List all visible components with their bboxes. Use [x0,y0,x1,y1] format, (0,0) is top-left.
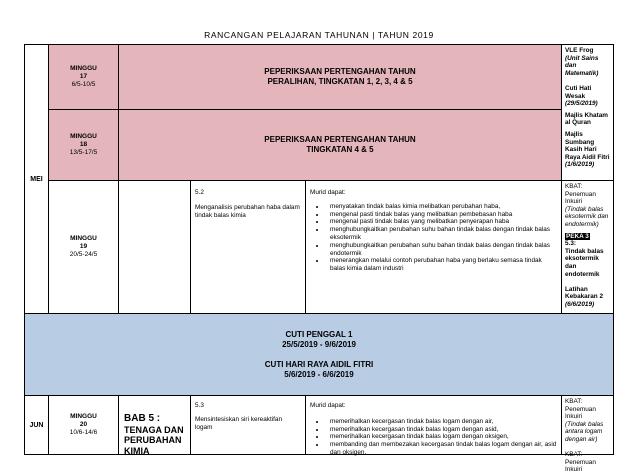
exam-title: PEPERIKSAAN PERTENGAHAN TAHUN [264,67,416,76]
objectives-heading: Murid dapat: [310,189,346,196]
week-label: MINGGU [70,413,97,420]
week-dates: 13/5-17/5 [69,149,98,156]
lesson-plan-table [24,44,614,474]
list-item: • mengenal pasti tindak balas yang melibatkan penyerapan haba [326,218,557,226]
list-item: • menyatakan tindak balas kimia melibatkan perubahan haba, [326,203,557,211]
topic-cell-19 [118,180,191,314]
notes-cell-top [561,44,614,181]
week-cell-18 [48,109,119,181]
holiday-banner [24,313,614,396]
week-label: MINGGU [70,65,97,72]
latihan-date: (6/6/2019) [565,300,595,308]
objectives-list [310,203,557,273]
week-dates: 20/5-24/5 [69,251,98,258]
notes-cell-19 [561,180,614,314]
exam-subtitle: PERALIHAN, TINGKATAN 1, 2, 3, 4 & 5 [267,77,413,86]
kbat-label: KBAT: [565,398,583,405]
list-item: • menghubungkaitkan perubahan suhu bahan tindak balas dengan tindak balas eksotermik [326,226,557,242]
week-number: 17 [79,73,88,80]
wesak-date: (29/5/2019) [565,100,598,108]
latihan-title: Latihan Kebakaran 2 [565,285,604,301]
month-label: JUN [29,421,44,429]
holiday-title-1: CUTI PENGGAL 1 [285,329,353,339]
kbat-label-2: KBAT: [565,451,583,459]
month-cell-jun [24,395,49,455]
week-cell-20 [48,395,119,455]
page-title: RANCANGAN PELAJARAN TAHUNAN | TAHUN 2019 [204,30,434,40]
objectives-list [310,418,557,457]
peka-code: 5.3: [565,240,577,248]
sumbang-date: (1/6/2019) [565,161,595,169]
standard-code: 5.3 [195,402,204,409]
topic-cell-20 [118,395,191,455]
sumbang-title: Majlis Sumbang Kasih Hari Raya Aidil Fitri [565,130,610,161]
holiday-dates-2: 5/6/2019 - 6/6/2019 [284,369,354,379]
kbat-type-2: Penemuan Inkuiri [565,458,596,474]
list-item: • menghubungkaitkan perubahan suhu bahan tindak balas dengan tindak balas endotermik [326,242,557,258]
vle-title: VLE Frog [565,47,594,54]
kbat-label: KBAT: [565,183,583,190]
peka-badge: PEKA 3 [566,232,589,240]
kbat-subtitle: (Tindak balas eksotermik dan endotermik) [565,205,609,228]
objectives-cell-19 [305,180,562,314]
standard-text: Menganalisis perubahan haba dalam tindak balas kimia [195,204,300,219]
standard-cell-20 [190,395,306,455]
list-item: • memerihalkan kecergasan tindak balas logam dengan oksigen, [326,433,557,441]
kbat-subtitle: (Tindak balas antara logam dengan air) [565,420,604,443]
exam-banner-2 [118,109,562,181]
chapter-name: TENAGA DAN PERUBAHAN KIMIA [124,424,184,456]
week-dates: 6/5-10/5 [71,81,96,88]
list-item: • membanding dan membezakan kecergasan tindak balas logam dengan air, asid dan oksigen, [326,441,557,457]
khatam-title: Majlis Khatam al Quran [565,111,608,127]
standard-cell-19 [190,180,306,314]
exam-title: PEPERIKSAAN PERTENGAHAN TAHUN [264,135,416,144]
objectives-cell-20 [305,395,562,455]
chapter-title: BAB 5 : [124,413,161,424]
standard-code: 5.2 [195,189,204,196]
list-item: • memerihalkan kecergasan tindak balas logam dengan air, [326,418,557,426]
list-item: • memerihalkan kecergasan tindak balas logam dengan asid, [326,426,557,434]
week-number: 20 [79,421,88,428]
week-label: MINGGU [70,235,97,242]
week-number: 18 [79,141,88,148]
kbat-type: Penemuan Inkuiri [565,190,596,206]
holiday-title-2: CUTI HARI RAYA AIDIL FITRI [264,359,374,369]
list-item: • mengenal pasti tindak balas yang melibatkan pembebasan haba [326,211,557,219]
peka-text: Tindak balas eksotermik dan endotermik [565,247,604,278]
standard-text: Mensintesiskan siri kereaktifan logam [195,416,283,431]
wesak-title: Cuti Hati Wesak [565,84,592,100]
notes-cell-20 [561,395,614,474]
vle-subtitle: (Unit Sains dan Matematik) [565,54,599,77]
week-dates: 10/6-14/6 [69,429,98,436]
week-number: 19 [79,243,88,250]
objectives-heading: Murid dapat: [310,402,346,409]
list-item: • menerangkan melalui contoh perubahan haba yang berlaku semasa tindak balas kimia dalam industri [326,257,557,273]
holiday-dates-1: 25/5/2019 - 9/6/2019 [282,339,356,349]
week-cell-19 [48,180,119,314]
month-cell-mei [24,44,49,314]
month-label: MEI [30,175,43,183]
kbat-type: Penemuan Inkuiri [565,405,596,421]
week-label: MINGGU [70,133,97,140]
week-cell-17 [48,44,119,110]
exam-subtitle: TINGKATAN 4 & 5 [306,145,374,154]
exam-banner-1 [118,44,562,110]
